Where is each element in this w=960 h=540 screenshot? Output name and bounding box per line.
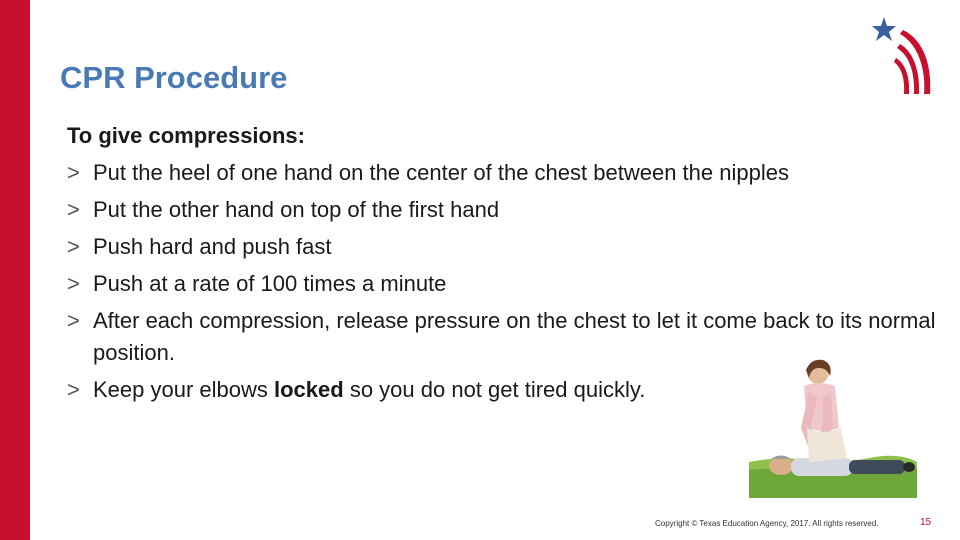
bullet-text-bold: locked bbox=[274, 377, 344, 402]
bullet-marker: > bbox=[67, 271, 80, 296]
bullet-marker: > bbox=[67, 160, 80, 185]
bullet-item bbox=[67, 154, 937, 191]
cpr-demonstration-photo bbox=[749, 358, 917, 498]
bullet-text: Put the other hand on top of the first hand bbox=[93, 197, 500, 222]
bullet-text: Push hard and push fast bbox=[93, 234, 332, 259]
bullet-text: Push at a rate of 100 times a minute bbox=[93, 271, 447, 296]
left-accent-bar bbox=[0, 0, 30, 540]
star-stripes-logo-icon bbox=[866, 14, 936, 98]
bullet-text: Put the heel of one hand on the center of the chest between the nipples bbox=[93, 160, 789, 185]
section-heading: To give compressions: bbox=[67, 123, 305, 148]
page-number: 15 bbox=[920, 517, 932, 528]
bullet-item bbox=[67, 191, 937, 228]
bullet-marker: > bbox=[67, 308, 80, 333]
bullet-marker: > bbox=[67, 197, 80, 222]
bullet-marker: > bbox=[67, 234, 80, 259]
copyright-text: Copyright © Texas Education Agency, 2017. All rights reserved. bbox=[655, 519, 879, 528]
bullet-text-post: so you do not get tired quickly. bbox=[343, 377, 646, 402]
bullet-marker: > bbox=[67, 377, 80, 402]
bullet-item bbox=[67, 228, 937, 265]
bullet-text: After each compression, release pressure on the chest to let it come back to its normal position. bbox=[93, 308, 936, 365]
bullet-text-pre: Keep your elbows bbox=[93, 377, 274, 402]
bullet-item bbox=[67, 265, 937, 302]
slide-title: CPR Procedure bbox=[60, 60, 288, 95]
